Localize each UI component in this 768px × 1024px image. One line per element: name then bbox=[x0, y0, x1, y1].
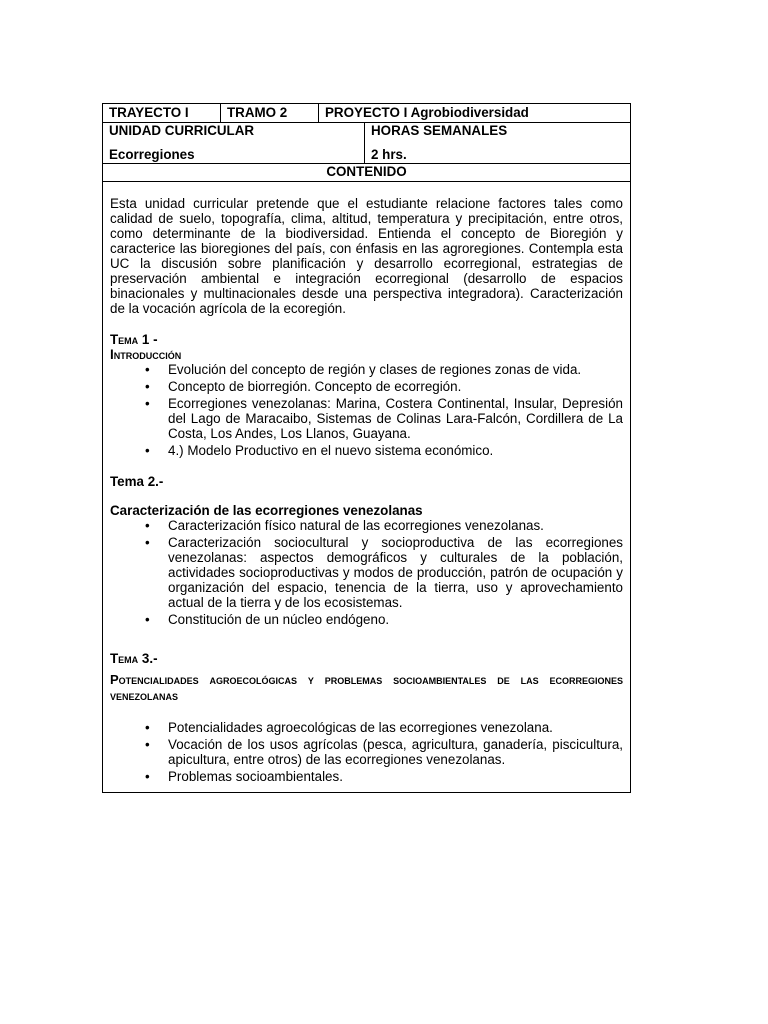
contenido-row bbox=[103, 164, 631, 182]
tema2-title: Tema 2.- bbox=[110, 474, 164, 489]
contenido-heading: CONTENIDO bbox=[103, 164, 631, 182]
tema1-subtitle: Introducción bbox=[110, 347, 182, 362]
hours-value: 2 hrs. bbox=[371, 147, 407, 162]
proyecto-cell: PROYECTO I Agrobiodiversidad bbox=[319, 104, 631, 123]
unit-row bbox=[103, 123, 631, 164]
list-item: • Ecorregiones venezolanas: Marina, Costera Continental, Insular, Depresión del Lago de Maracaibo, Sistemas de Colinas Lara-Falcón, Cordillera de La Costa, Los Andes, Los Llanos, Guayana. bbox=[168, 396, 623, 441]
list-item: • Concepto de biorregión. Concepto de ecorregión. bbox=[168, 379, 623, 394]
tema3-title: Tema 3.- bbox=[110, 651, 158, 666]
list-item: • Vocación de los usos agrícolas (pesca, agricultura, ganadería, piscicultura, apicultura, entre otros) de las ecorregiones venezolanas. bbox=[168, 737, 623, 767]
list-item: • 4.) Modelo Productivo en el nuevo sistema económico. bbox=[168, 443, 623, 458]
trayecto-cell: TRAYECTO I bbox=[103, 104, 221, 123]
list-item: • Problemas socioambientales. bbox=[168, 769, 623, 784]
list-item: • Potencialidades agroecológicas de las ecorregiones venezolana. bbox=[168, 720, 623, 735]
unit-label: UNIDAD CURRICULAR bbox=[109, 123, 255, 138]
content-cell bbox=[103, 182, 631, 793]
tema2-list bbox=[110, 518, 623, 627]
tema3-list bbox=[110, 720, 623, 784]
intro-paragraph: Esta unidad curricular pretende que el estudiante relacione factores tales como calidad de suelo, topografía, clima, altitud, temperatura y precipitación, entre otros, como determinante de la biodiversidad. Entienda el concepto de Bioregión y caracterice las bioregiones del país, con énfasis en las agroregiones. Contempla esta UC la discusión sobre planificación y desarrollo ecorregional, estrategias de preservación ambiental e integración ecorregional (desarrollo de espacios binacionales y multinacionales desde una perspectiva integradora). Caracterización de la vocación agrícola de la ecoregión. bbox=[110, 196, 623, 316]
header-row bbox=[103, 104, 631, 123]
tema1-list bbox=[110, 362, 623, 458]
list-item: • Constitución de un núcleo endógeno. bbox=[168, 612, 623, 627]
hours-cell bbox=[365, 123, 631, 164]
list-item: • Evolución del concepto de región y clases de regiones zonas de vida. bbox=[168, 362, 623, 377]
curriculum-table bbox=[102, 103, 631, 793]
list-item: • Caracterización físico natural de las ecorregiones venezolanas. bbox=[168, 518, 623, 533]
unit-cell bbox=[103, 123, 365, 164]
tema1-title: Tema 1 - bbox=[110, 332, 158, 347]
list-item: • Caracterización sociocultural y socioproductiva de las ecorregiones venezolanas: aspectos demográficos y culturales de la población, actividades socioproductivas y modos de producción, patrón de ocupación y organización del espacio, tenencia de la tierra, uso y aprovechamiento actual de la tierra y de los ecosistemas. bbox=[168, 535, 623, 610]
tema3-subtitle: Potencialidades agroecológicas y problemas socioambientales de las ecorregiones venezolanas bbox=[110, 672, 623, 703]
unit-value: Ecorregiones bbox=[109, 147, 195, 162]
tema2-subtitle: Caracterización de las ecorregiones venezolanas bbox=[110, 503, 423, 518]
tramo-cell: TRAMO 2 bbox=[221, 104, 319, 123]
hours-label: HORAS SEMANALES bbox=[371, 123, 508, 138]
content-row bbox=[103, 182, 631, 793]
